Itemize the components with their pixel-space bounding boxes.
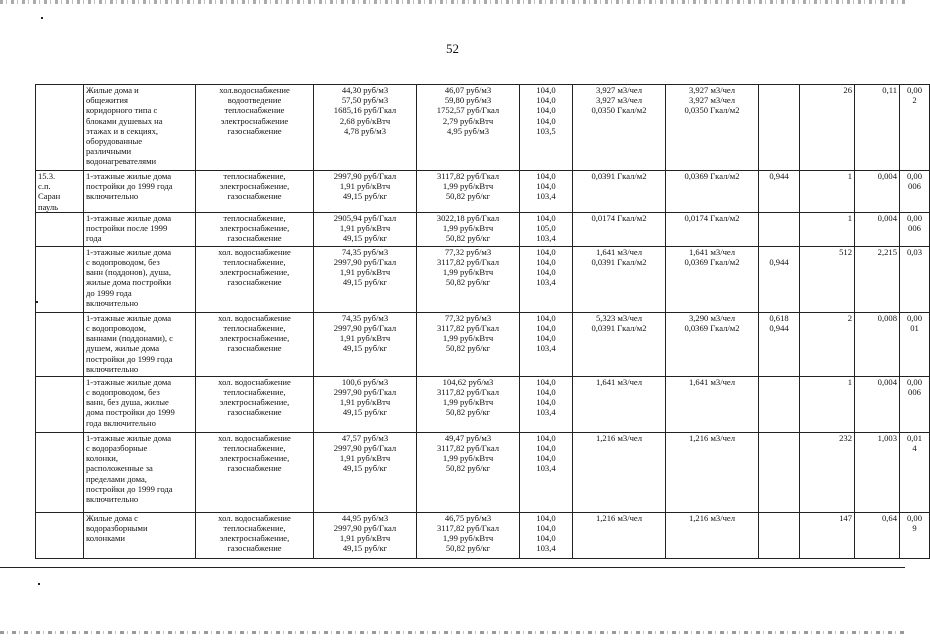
last-column-cell: 0,00 9 [900, 512, 930, 558]
services-cell: хол. водоснабжение теплоснабжение, электроснабжение, газоснабжение [196, 312, 314, 376]
last-column-cell: 0,00 006 [900, 212, 930, 246]
index-cell: 104,0 104,0 104,0 103,4 [520, 376, 573, 432]
row-number-cell [36, 312, 84, 376]
services-cell: хол. водоснабжение теплоснабжение, электроснабжение, газоснабжение [196, 432, 314, 512]
norm-current-cell: 1,216 м3/чел [573, 512, 666, 558]
last-column-cell: 0,01 4 [900, 432, 930, 512]
index-cell: 104,0 104,0 104,0 103,4 [520, 512, 573, 558]
services-cell: хол.водоснабжение водоотведение теплоснабжение электроснабжение газоснабжение [196, 85, 314, 171]
scan-speck [41, 17, 43, 19]
last-column-cell: 0,00 2 [900, 85, 930, 171]
tariff-current-cell: 47,57 руб/м3 2997,90 руб/Гкал 1,91 руб/кВтч 49,15 руб/кг [314, 432, 417, 512]
scan-speck [38, 583, 40, 585]
index-cell: 104,0 104,0 104,0 104,0 103,5 [520, 85, 573, 171]
tariff-current-cell: 2905,94 руб/Гкал 1,91 руб/кВтч 49,15 руб/кг [314, 212, 417, 246]
coefficient-cell [759, 212, 800, 246]
building-type-cell: 1-этажные жилые дома постройки после 1999 года [84, 212, 196, 246]
services-cell: хол. водоснабжение теплоснабжение, электроснабжение, газоснабжение [196, 376, 314, 432]
last-column-cell: 0,00 01 [900, 312, 930, 376]
tariff-new-cell: 46,75 руб/м3 3117,82 руб/Гкал 1,99 руб/кВтч 50,82 руб/кг [417, 512, 520, 558]
building-type-cell: Жилые дома и общежития коридорного типа с блоками душевых на этажах и в секциях, оборудованные различными водонагревателями [84, 85, 196, 171]
tariff-current-cell: 74,35 руб/м3 2997,90 руб/Гкал 1,91 руб/кВтч 49,15 руб/кг [314, 312, 417, 376]
building-type-cell: 1-этажные жилые дома с водопроводом, без ванн, без душа, жилые дома постройки до 1999 года включительно [84, 376, 196, 432]
table-row [36, 376, 930, 432]
coefficient-cell [759, 512, 800, 558]
norm-new-cell: 3,927 м3/чел 3,927 м3/чел 0,0350 Гкал/м2 [666, 85, 759, 171]
tariff-new-cell: 104,62 руб/м3 3117,82 руб/Гкал 1,99 руб/кВтч 50,82 руб/кг [417, 376, 520, 432]
row-number-cell: 15.3. с.п. Саран пауль [36, 171, 84, 213]
norm-current-cell: 1,216 м3/чел [573, 432, 666, 512]
row-number-cell [36, 512, 84, 558]
tariff-new-cell: 46,07 руб/м3 59,80 руб/м3 1752,57 руб/Гкал 2,79 руб/кВтч 4,95 руб/м3 [417, 85, 520, 171]
norm-new-cell: 0,0174 Гкал/м2 [666, 212, 759, 246]
building-type-cell: Жилые дома с водоразборными колонками [84, 512, 196, 558]
share-cell: 0,008 [855, 312, 900, 376]
norm-current-cell: 0,0391 Гкал/м2 [573, 171, 666, 213]
tariff-new-cell: 3117,82 руб/Гкал 1,99 руб/кВтч 50,82 руб/кг [417, 171, 520, 213]
row-number-cell [36, 246, 84, 312]
tariff-current-cell: 44,95 руб/м3 2997,90 руб/Гкал 1,91 руб/кВтч 49,15 руб/кг [314, 512, 417, 558]
services-cell: теплоснабжение, электроснабжение, газоснабжение [196, 212, 314, 246]
table-row [36, 171, 930, 213]
tariff-new-cell: 3022,18 руб/Гкал 1,99 руб/кВтч 50,82 руб/кг [417, 212, 520, 246]
coefficient-cell [759, 432, 800, 512]
share-cell: 0,004 [855, 376, 900, 432]
row-number-cell [36, 85, 84, 171]
index-cell: 104,0 104,0 104,0 103,4 [520, 246, 573, 312]
table-row [36, 312, 930, 376]
last-column-cell: 0,00 006 [900, 171, 930, 213]
table-body [36, 85, 930, 559]
share-cell: 0,004 [855, 212, 900, 246]
share-cell: 1,003 [855, 432, 900, 512]
count-cell: 26 [800, 85, 855, 171]
norm-new-cell: 1,216 м3/чел [666, 432, 759, 512]
tariff-current-cell: 100,6 руб/м3 2997,90 руб/Гкал 1,91 руб/кВтч 49,15 руб/кг [314, 376, 417, 432]
count-cell: 1 [800, 212, 855, 246]
services-cell: хол. водоснабжение теплоснабжение, электроснабжение, газоснабжение [196, 512, 314, 558]
index-cell: 104,0 104,0 103,4 [520, 171, 573, 213]
coefficient-cell [759, 85, 800, 171]
tariff-current-cell: 2997,90 руб/Гкал 1,91 руб/кВтч 49,15 руб/кг [314, 171, 417, 213]
table-row [36, 432, 930, 512]
row-number-cell [36, 432, 84, 512]
norm-current-cell: 1,641 м3/чел [573, 376, 666, 432]
index-cell: 104,0 104,0 104,0 103,4 [520, 432, 573, 512]
share-cell: 0,11 [855, 85, 900, 171]
building-type-cell: 1-этажные жилые дома с водопроводом, без ванн (поддонов), душа, жилые дома постройки до 1999 года включительно [84, 246, 196, 312]
count-cell: 2 [800, 312, 855, 376]
building-type-cell: 1-этажные жилые дома постройки до 1999 года включительно [84, 171, 196, 213]
norm-new-cell: 1,641 м3/чел [666, 376, 759, 432]
tariff-new-cell: 77,32 руб/м3 3117,82 руб/Гкал 1,99 руб/кВтч 50,82 руб/кг [417, 246, 520, 312]
norm-new-cell: 1,216 м3/чел [666, 512, 759, 558]
index-cell: 104,0 105,0 103,4 [520, 212, 573, 246]
tariff-current-cell: 44,30 руб/м3 57,50 руб/м3 1685,16 руб/Гкал 2,68 руб/кВтч 4,78 руб/м3 [314, 85, 417, 171]
scan-edge-top [0, 0, 905, 4]
building-type-cell: 1-этажные жилые дома с водоразборные колонки, расположенные за пределами дома, постройки до 1999 года включительно [84, 432, 196, 512]
row-number-cell [36, 212, 84, 246]
building-type-cell: 1-этажные жилые дома с водопроводом, ваннами (поддонами), с душем, жилые дома постройки до 1999 года включительно [84, 312, 196, 376]
row-number-cell [36, 376, 84, 432]
norm-current-cell: 5,323 м3/чел 0,0391 Гкал/м2 [573, 312, 666, 376]
share-cell: 0,004 [855, 171, 900, 213]
tariff-current-cell: 74,35 руб/м3 2997,90 руб/Гкал 1,91 руб/кВтч 49,15 руб/кг [314, 246, 417, 312]
share-cell: 0,64 [855, 512, 900, 558]
table-row [36, 512, 930, 558]
table-row [36, 212, 930, 246]
page-number: 52 [446, 41, 459, 56]
count-cell: 147 [800, 512, 855, 558]
norm-new-cell: 1,641 м3/чел 0,0369 Гкал/м2 [666, 246, 759, 312]
scan-edge-bottom [0, 631, 905, 634]
coefficient-cell: 0,944 [759, 246, 800, 312]
coefficient-cell: 0,944 [759, 171, 800, 213]
norm-new-cell: 0,0369 Гкал/м2 [666, 171, 759, 213]
share-cell: 2,215 [855, 246, 900, 312]
tariff-table [35, 84, 930, 559]
count-cell: 232 [800, 432, 855, 512]
bottom-rule [0, 567, 905, 568]
count-cell: 512 [800, 246, 855, 312]
count-cell: 1 [800, 376, 855, 432]
table-row [36, 85, 930, 171]
services-cell: теплоснабжение, электроснабжение, газоснабжение [196, 171, 314, 213]
last-column-cell: 0,00 006 [900, 376, 930, 432]
norm-current-cell: 1,641 м3/чел 0,0391 Гкал/м2 [573, 246, 666, 312]
table-row [36, 246, 930, 312]
tariff-new-cell: 49,47 руб/м3 3117,82 руб/Гкал 1,99 руб/кВтч 50,82 руб/кг [417, 432, 520, 512]
count-cell: 1 [800, 171, 855, 213]
coefficient-cell: 0,618 0,944 [759, 312, 800, 376]
norm-current-cell: 3,927 м3/чел 3,927 м3/чел 0,0350 Гкал/м2 [573, 85, 666, 171]
coefficient-cell [759, 376, 800, 432]
tariff-new-cell: 77,32 руб/м3 3117,82 руб/Гкал 1,99 руб/кВтч 50,82 руб/кг [417, 312, 520, 376]
norm-new-cell: 3,290 м3/чел 0,0369 Гкал/м2 [666, 312, 759, 376]
last-column-cell: 0,03 [900, 246, 930, 312]
norm-current-cell: 0,0174 Гкал/м2 [573, 212, 666, 246]
index-cell: 104,0 104,0 104,0 103,4 [520, 312, 573, 376]
services-cell: хол. водоснабжение теплоснабжение, электроснабжение, газоснабжение [196, 246, 314, 312]
